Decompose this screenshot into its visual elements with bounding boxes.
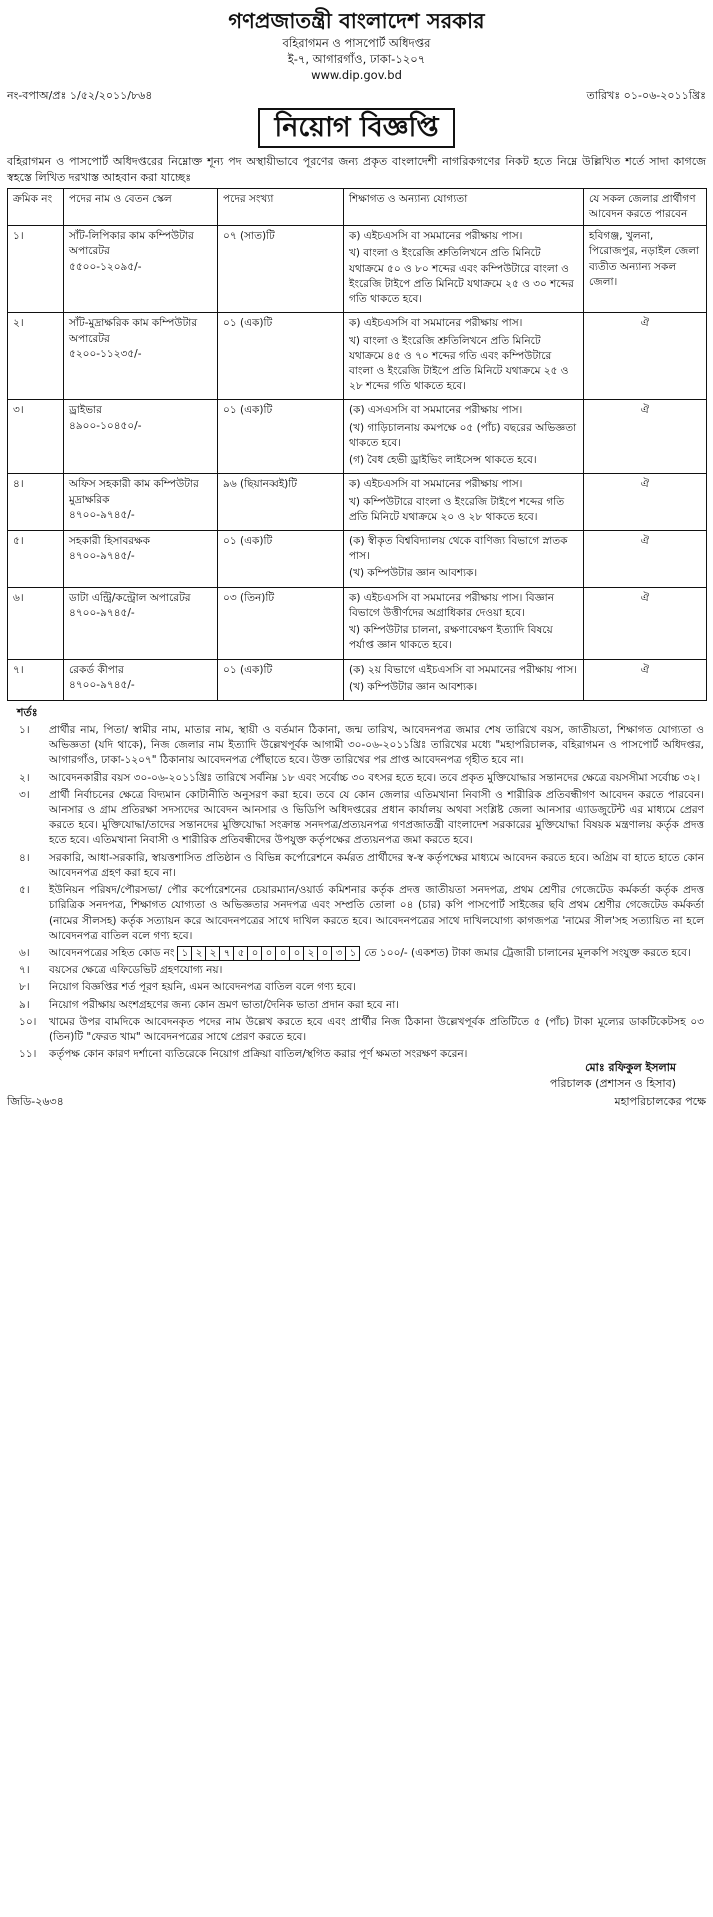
pay-scale: ৫২০০-১১২৩৫/- <box>69 347 142 360</box>
qualification-cell <box>344 530 584 587</box>
post-name: ডাটা এন্ট্রি/কন্ট্রোল অপারেটর <box>69 591 191 604</box>
condition-text: সরকারি, আধা-সরকারি, স্বায়ত্তশাসিত প্রতিষ্ঠান ও বিভিন্ন কর্পোরেশনে কর্মরত প্রার্থীদের স্ব-স্ব কর্তৃপক্ষের মাধ্যমে আবেদন করতে হবে। অগ্রিম বা হাতে হাতে কোন আবেদনপত্র গ্রহণ করা হবে না। <box>49 851 704 879</box>
qualification-item: খ) কম্পিউটারে বাংলা ও ইংরেজি টাইপে শব্দের গতি প্রতি মিনিটে যথাক্রমে ২০ ও ২৮ থাকতে হবে। <box>349 495 565 523</box>
pay-scale: ৪৭০০-৯৭৪৫/- <box>69 550 135 563</box>
notice-title: নিয়োগ বিজ্ঞপ্তি <box>258 108 454 148</box>
post-name: রেকর্ড কীপার <box>69 663 124 676</box>
code-text-after: তে ১০০/- (একশত) টাকা জমার ট্রেজারী চালানের মূলকপি সংযুক্ত করতে হবে। <box>364 946 691 959</box>
qualification-item: খ) বাংলা ও ইংরেজি শ্রুতিলিখনে প্রতি মিনিটে যথাক্রমে ৪৫ ও ৭০ শব্দের গতি এবং কম্পিউটারে বাংলা ও ইংরেজি টাইপে প্রতি মিনিটে যথাক্রমে ২৫ ও ২৮ শব্দের গতি থাকতে হবে। <box>349 334 569 393</box>
post-count-cell: ০১ (এক)টি <box>218 530 344 587</box>
qualification-cell <box>344 587 584 659</box>
header-count: পদের সংখ্যা <box>218 188 344 225</box>
memo-number: নং-বপাঅ/প্রঃ ১/৫২/২০১১/৮৬৪ <box>7 88 153 102</box>
intro-paragraph: বহিরাগমন ও পাসপোর্ট অধিদপ্তরের নিম্নোক্ত শূন্য পদ অস্থায়ীভাবে পূরণের জন্য প্রকৃত বাংলাদেশী নাগরিকগণের নিকট হতে নিম্নে উল্লিখিত শর্তে সাদা কাগজে স্বহস্তে লিখিত দরখাস্ত আহবান করা যাচ্ছেঃ <box>7 154 706 184</box>
header-serial: ক্রমিক নং <box>8 188 64 225</box>
reference-row <box>7 88 706 104</box>
government-name: গণপ্রজাতন্ত্রী বাংলাদেশ সরকার <box>228 9 485 33</box>
qualification-cell <box>344 659 584 700</box>
post-cell <box>64 400 218 474</box>
qualification-item: ক) এইচএসসি বা সমমানের পরীক্ষায় পাস। <box>349 230 523 243</box>
districts-cell: ঐ <box>584 313 707 400</box>
qualification-item: (ক) ২য় বিভাগে এইচএসসি বা সমমানের পরীক্ষায় পাস। <box>349 663 578 676</box>
districts-cell: হবিগঞ্জ, খুলনা, পিরোজপুর, নড়াইল জেলা ব্যতীত অন্যান্য সকল জেলা। <box>584 226 707 313</box>
footer-row <box>7 1094 706 1110</box>
condition-number: ৮। <box>19 981 30 994</box>
code-digit: ১ <box>177 946 192 961</box>
condition-number: ১। <box>19 723 30 736</box>
post-name: সাঁট-মুদ্রাক্ষরিক কাম কম্পিউটার অপারেটর <box>69 317 198 345</box>
pay-scale: ৪৯০০-১০৪৫০/- <box>69 419 142 432</box>
districts-cell: ঐ <box>584 474 707 531</box>
header-districts: যে সকল জেলার প্রার্থীগণ আবেদন করতে পারবেন <box>584 188 707 225</box>
table-row <box>8 659 707 700</box>
districts-cell: ঐ <box>584 659 707 700</box>
condition-text: খামের উপর বামদিকে আবেদনকৃত পদের নাম উল্লেখ করতে হবে এবং প্রার্থীর নিজ ঠিকানা উল্লেখপূর্বক প্রতিটিতে ৫ (পাঁচ) টাকা মূল্যের ডাকটিকেটসহ ০৩ (তিন)টি "ফেরত খাম" আবেদনপত্রের সাথে প্রেরণ করতে হবে। <box>49 1015 704 1044</box>
notice-date: তারিখঃ ০১-০৬-২০১১খ্রিঃ <box>586 88 706 102</box>
condition-text: কর্তৃপক্ষ কোন কারণ দর্শানো ব্যতিরেকে নিয়োগ প্রক্রিয়া বাতিল/স্থগিত করার পূর্ণ ক্ষমতা সংরক্ষণ করেন। <box>49 1048 468 1061</box>
qualification-cell <box>344 474 584 531</box>
table-row <box>8 474 707 531</box>
code-digit: ২ <box>191 946 206 961</box>
treasury-code <box>178 946 360 961</box>
condition-number: ৭। <box>19 964 30 977</box>
code-text-before: আবেদনপত্রের সহিত কোড নং <box>49 946 175 959</box>
qualification-cell <box>344 226 584 313</box>
condition-text: আবেদনকারীর বয়স ৩০-০৬-২০১১খ্রিঃ তারিখে সর্বনিম্ন ১৮ এবং সর্বোচ্চ ৩০ বৎসর হতে হবে। তবে প্রকৃত মুক্তিযোদ্ধার সন্তানদের ক্ষেত্রে বয়সসীমা সর্বোচ্চ ৩২। <box>49 771 701 784</box>
website: www.dip.gov.bd <box>311 68 402 83</box>
post-cell <box>64 226 218 313</box>
code-digit: ০ <box>261 946 276 961</box>
condition-item <box>7 788 706 849</box>
serial-cell: ৫। <box>8 530 64 587</box>
post-cell <box>64 530 218 587</box>
condition-number: ৬। <box>19 946 30 959</box>
condition-number: ২। <box>19 771 30 784</box>
post-cell <box>64 659 218 700</box>
gd-number: জিডি-২৬৩৪ <box>7 1095 64 1109</box>
districts-cell: ঐ <box>584 587 707 659</box>
qualification-item: (ক) এসএসসি বা সমমানের পরীক্ষায় পাস। <box>349 404 523 417</box>
post-name: ড্রাইভার <box>69 404 102 417</box>
notice-page <box>7 0 706 1110</box>
qualification-item: খ) কম্পিউটার চালনা, রক্ষণাবেক্ষণ ইত্যাদি বিষয়ে পর্যাপ্ত জ্ঞান থাকতে হবে। <box>349 624 553 652</box>
qualification-item: (খ) গাড়িচালনায় কমপক্ষে ০৫ (পাঁচ) বছরের অভিজ্ঞতা থাকতে হবে। <box>349 421 577 449</box>
condition-item <box>7 1015 706 1045</box>
condition-text <box>49 946 706 961</box>
condition-item <box>7 963 706 978</box>
signatory-name: মোঃ রফিকুল ইসলাম <box>585 1061 676 1075</box>
condition-number: ৫। <box>19 884 30 897</box>
table-row <box>8 226 707 313</box>
districts-cell: ঐ <box>584 400 707 474</box>
conditions-list <box>7 723 706 1063</box>
qualification-item: (ক) স্বীকৃত বিশ্ববিদ্যালয় থেকে বাণিজ্য বিভাগে স্নাতক পাস। <box>349 534 568 563</box>
condition-text: নিয়োগ পরীক্ষায় অংশগ্রহণের জন্য কোন ভ্রমণ ভাতা/দৈনিক ভাতা প্রদান করা হবে না। <box>49 998 400 1011</box>
post-count-cell: ০৭ (সাত)টি <box>218 226 344 313</box>
pay-scale: ৪৭০০-৯৭৪৫/- <box>69 508 135 521</box>
qualification-item: ক) এইচএসসি বা সমমানের পরীক্ষায় পাস। <box>349 478 523 491</box>
conditions-title: শর্তঃ <box>17 705 38 719</box>
serial-cell: ২। <box>8 313 64 400</box>
condition-item <box>7 980 706 995</box>
department-name: বহিরাগমন ও পাসপোর্ট অধিদপ্তর <box>282 36 431 51</box>
post-count-cell: ০১ (এক)টি <box>218 313 344 400</box>
post-count-cell: ০১ (এক)টি <box>218 659 344 700</box>
condition-text: প্রার্থী নির্বাচনের ক্ষেত্রে বিদ্যমান কোটানীতি অনুসরণ করা হবে। তবে যে কোন জেলার এতিমখানা নিবাসী ও শারীরিক প্রতিবন্ধীগণ আবেদন করতে পারবেন। আনসার ও গ্রাম প্রতিরক্ষা সদস্যদের আবেদন আনসার ও ভিডিপি অধিদপ্তরের প্রধান কার্যালয় অথবা সংশ্লিষ্ট জেলা আনসার এ্যাডজুটেন্ট এর মাধ্যমে প্রেরণ করতে হবে। মুক্তিযোদ্ধা/তাদের সন্তানদের মুক্তিযোদ্ধা সংক্রান্ত সনদপত্র/প্রত্যয়নপত্র গণপ্রজাতন্ত্রী বাংলাদেশ সরকারের মুক্তিযোদ্ধা বিষয়ক মন্ত্রণালয় কর্তৃক প্রদত্ত হতে হবে। এতিমখানা নিবাসী ও শারীরিক প্রতিবন্ধীদের উপযুক্ত কর্তৃপক্ষের প্রত্যয়নপত্র জমা করতে হবে। <box>49 788 704 847</box>
code-digit: ৭ <box>219 946 234 961</box>
condition-item <box>7 883 706 944</box>
condition-item <box>7 771 706 786</box>
signature-block <box>7 1060 706 1092</box>
post-cell <box>64 313 218 400</box>
condition-item <box>7 998 706 1013</box>
code-digit: ৩ <box>331 946 346 961</box>
condition-text: নিয়োগ বিজ্ঞপ্তির শর্ত পূরণ হয়নি, এমন আবেদনপত্র বাতিল বলে গণ্য হবে। <box>49 981 357 994</box>
serial-cell: ৪। <box>8 474 64 531</box>
condition-number: ৪। <box>19 851 30 864</box>
post-name: সাঁট-লিপিকার কাম কম্পিউটার অপারেটর <box>69 230 194 258</box>
serial-cell: ৩। <box>8 400 64 474</box>
posts-table-body <box>8 226 707 701</box>
condition-number: ১০। <box>19 1015 37 1028</box>
address: ই-৭, আগারগাঁও, ঢাকা-১২০৭ <box>287 52 426 67</box>
post-count-cell: ৯৬ (ছিয়ানব্বই)টি <box>218 474 344 531</box>
header-qualification: শিক্ষাগত ও অন্যান্য যোগ্যতা <box>344 188 584 225</box>
signatory-designation: পরিচালক (প্রশাসন ও হিসাব) <box>549 1077 676 1091</box>
table-row <box>8 313 707 400</box>
serial-cell: ৭। <box>8 659 64 700</box>
qualification-item: (খ) কম্পিউটার জ্ঞান আবশ্যক। <box>349 567 478 580</box>
header-post: পদের নাম ও বেতন স্কেল <box>64 188 218 225</box>
title-wrap <box>7 108 706 148</box>
qualification-item: খ) বাংলা ও ইংরেজি শ্রুতিলিখনে প্রতি মিনিটে যথাক্রমে ৫০ ও ৮০ শব্দের এবং কম্পিউটারে বাংলা ও ইংরেজি টাইপে প্রতি মিনিটে যথাক্রমে ২৫ ও ৩০ শব্দের গতি থাকতে হবে। <box>349 247 574 306</box>
serial-cell: ৬। <box>8 587 64 659</box>
posts-table <box>7 188 707 701</box>
table-header-row <box>8 188 707 225</box>
qualification-item: ক) এইচএসসি বা সমমানের পরীক্ষায় পাস। বিজ্ঞান বিভাগে উত্তীর্ণদের অগ্রাধিকার দেওয়া হবে। <box>349 591 554 619</box>
post-count-cell: ০১ (এক)টি <box>218 400 344 474</box>
code-line <box>49 946 704 961</box>
pay-scale: ৫৫০০-১২০৯৫/- <box>69 260 142 273</box>
code-digit: ০ <box>275 946 290 961</box>
post-count-cell: ০৩ (তিন)টি <box>218 587 344 659</box>
condition-item <box>7 946 706 961</box>
code-digit: ০ <box>289 946 304 961</box>
qualification-item: ক) এইচএসসি বা সমমানের পরীক্ষায় পাস। <box>349 317 523 330</box>
condition-number: ৩। <box>19 788 30 801</box>
qualification-cell <box>344 313 584 400</box>
condition-item <box>7 851 706 881</box>
condition-text: বয়সের ক্ষেত্রে এফিডেভিট গ্রহণযোগ্য নয়। <box>49 964 223 977</box>
condition-item <box>7 723 706 769</box>
table-row <box>8 530 707 587</box>
post-cell <box>64 474 218 531</box>
code-digit: ০ <box>247 946 262 961</box>
code-digit: ৫ <box>233 946 248 961</box>
header <box>7 8 706 84</box>
serial-cell: ১। <box>8 226 64 313</box>
post-name: অফিস সহকারী কাম কম্পিউটার মুদ্রাক্ষরিক <box>69 478 199 506</box>
pay-scale: ৪৭০০-৯৭৪৫/- <box>69 606 135 619</box>
qualification-cell <box>344 400 584 474</box>
post-cell <box>64 587 218 659</box>
code-digit: ২ <box>205 946 220 961</box>
table-row <box>8 587 707 659</box>
code-digit: ১ <box>345 946 360 961</box>
qualification-item: (খ) কম্পিউটার জ্ঞান আবশ্যক। <box>349 680 478 693</box>
post-name: সহকারী হিসাবরক্ষক <box>69 534 150 547</box>
code-digit: ২ <box>303 946 318 961</box>
condition-number: ১১। <box>19 1048 37 1061</box>
districts-cell: ঐ <box>584 530 707 587</box>
condition-text: প্রার্থীর নাম, পিতা/ স্বামীর নাম, মাতার নাম, স্থায়ী ও বর্তমান ঠিকানা, জন্ম তারিখ, আবেদনপত্র জমার শেষ তারিখে বয়স, জাতীয়তা, শিক্ষাগত যোগ্যতা ও অভিজ্ঞতা (যদি থাকে), নিজ জেলার নাম ইত্যাদি উল্লেখপূর্বক আগামী ৩০-০৬-২০১১খ্রিঃ তারিখের মধ্যে "মহাপরিচালক, বহিরাগমন ও পাসপোর্ট অধিদপ্তর, আগারগাঁও, ঢাকা-১২০৭" ঠিকানায় আবেদনপত্র পৌঁছাতে হবে। উক্ত তারিখের পর প্রাপ্ত আবেদনপত্র গৃহীত হবে না। <box>49 723 704 767</box>
pay-scale: ৪৭০০-৯৭৪৫/- <box>69 678 135 691</box>
code-digit: ০ <box>317 946 332 961</box>
table-row <box>8 400 707 474</box>
on-behalf: মহাপরিচালকের পক্ষে <box>614 1095 706 1109</box>
qualification-item: (গ) বৈধ হেভী ড্রাইভিং লাইসেন্স থাকতে হবে। <box>349 454 537 467</box>
condition-text: ইউনিয়ন পরিষদ/পৌরসভা/ পৌর কর্পোরেশনের চেয়ারম্যান/ওয়ার্ড কমিশনার কর্তৃক প্রদত্ত জাতীয়তা সনদপত্র, প্রথম শ্রেণীর গেজেটেড কর্মকর্তা কর্তৃক প্রদত্ত চারিত্রিক সনদপত্র, শিক্ষাগত যোগ্যতা ও অভিজ্ঞতার সনদপত্র এবং সম্প্রতি তোলা ০৪ (চার) কপি পাসপোর্ট সাইজের ছবি প্রথম শ্রেণীর গেজেটেড কর্মকর্তা (নামের সীলসহ) কর্তৃক সত্যায়ন করে আবেদনপত্রের সাথে দাখিল করতে হবে। আবেদনপত্রের সাথে দাখিলযোগ্য কাগজপত্র 'নামের সীল'সহ সত্যায়িত না হলে আবেদনপত্র বাতিল বলে গণ্য হবে। <box>49 884 704 942</box>
condition-number: ৯। <box>19 998 30 1011</box>
